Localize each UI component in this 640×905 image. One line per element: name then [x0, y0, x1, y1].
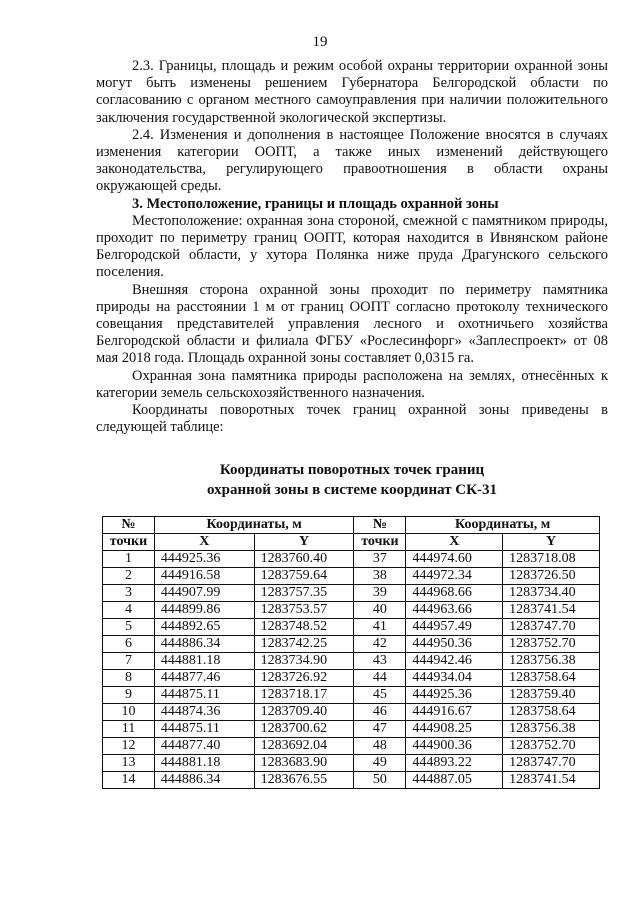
table-row [103, 721, 600, 738]
cell-y-left: 1283748.52 [254, 619, 354, 636]
cell-point-number-right: 44 [354, 670, 406, 687]
cell-x-left: 444907.99 [154, 585, 254, 602]
cell-point-number-right: 50 [354, 772, 406, 789]
cell-x-left: 444875.11 [154, 721, 254, 738]
cell-x-left: 444899.86 [154, 602, 254, 619]
cell-y-left: 1283759.64 [254, 568, 354, 585]
cell-y-right: 1283752.70 [503, 738, 600, 755]
paragraph-outer-boundary: Внешняя сторона охранной зоны проходит по периметру памятника природы на расстоянии 1 м от границ ООПТ согласно протоколу технического совещания представителей управления лесного и охотничьего хозяйства Белгородской области и филиала ФГБУ «Рослесинфорг» «Заплеспроект» от 08 мая 2018 года. Площадь охранной зоны составляет 0,0315 га. [96, 281, 608, 367]
cell-point-number-left: 11 [103, 721, 155, 738]
cell-point-number-right: 39 [354, 585, 406, 602]
cell-point-number-left: 6 [103, 636, 155, 653]
cell-x-left: 444881.18 [154, 755, 254, 772]
header-x-right: X [406, 534, 503, 551]
table-row [103, 755, 600, 772]
cell-y-right: 1283741.54 [503, 772, 600, 789]
cell-y-right: 1283759.40 [503, 687, 600, 704]
cell-x-left: 444892.65 [154, 619, 254, 636]
cell-y-right: 1283747.70 [503, 619, 600, 636]
table-row [103, 551, 600, 568]
table-row [103, 636, 600, 653]
cell-point-number-right: 37 [354, 551, 406, 568]
header-point-right: точки [354, 534, 406, 551]
table-row [103, 602, 600, 619]
paragraph-location: Местоположение: охранная зона стороной, смежной с памятником природы, проходит по периметру границ ООПТ, которая находится в Ивнянском районе Белгородской области, у хутора Полянка ниже пруда Драгунского сельского поселения. [96, 212, 608, 281]
header-coords-right: Координаты, м [406, 517, 600, 534]
table-header-row-2 [103, 534, 600, 551]
cell-x-left: 444877.40 [154, 738, 254, 755]
paragraph-land-category: Охранная зона памятника природы расположена на землях, отнесённых к категории земель сельскохозяйственного назначения. [96, 367, 608, 401]
table-row [103, 738, 600, 755]
table-row [103, 687, 600, 704]
cell-y-left: 1283734.90 [254, 653, 354, 670]
table-row [103, 704, 600, 721]
document-body [96, 58, 608, 789]
cell-x-left: 444886.34 [154, 636, 254, 653]
cell-x-right: 444957.49 [406, 619, 503, 636]
cell-x-right: 444908.25 [406, 721, 503, 738]
cell-x-right: 444968.66 [406, 585, 503, 602]
section-heading: 3. Местоположение, границы и площадь охранной зоны [132, 195, 499, 212]
coordinates-table-body [103, 551, 600, 789]
cell-point-number-right: 45 [354, 687, 406, 704]
header-no-right: № [354, 517, 406, 534]
cell-x-left: 444874.36 [154, 704, 254, 721]
cell-x-right: 444916.67 [406, 704, 503, 721]
cell-y-left: 1283718.17 [254, 687, 354, 704]
table-row [103, 585, 600, 602]
cell-x-left: 444877.46 [154, 670, 254, 687]
cell-y-left: 1283700.62 [254, 721, 354, 738]
cell-point-number-right: 43 [354, 653, 406, 670]
paragraph-table-intro: Координаты поворотных точек границ охранной зоны приведены в следующей таблице: [96, 402, 608, 436]
cell-point-number-right: 41 [354, 619, 406, 636]
cell-x-right: 444893.22 [406, 755, 503, 772]
cell-point-number-left: 8 [103, 670, 155, 687]
cell-point-number-left: 13 [103, 755, 155, 772]
paragraph-2-4: 2.4. Изменения и дополнения в настоящее Положение вносятся в случаях изменения категории ООПТ, а также иных изменений действующего законодательства, регулирующего правоотношения в области охраны окружающей среды. [96, 126, 608, 195]
table-row [103, 670, 600, 687]
cell-x-left: 444925.36 [154, 551, 254, 568]
cell-point-number-right: 42 [354, 636, 406, 653]
coordinates-table [102, 516, 600, 789]
cell-y-left: 1283757.35 [254, 585, 354, 602]
cell-x-right: 444972.34 [406, 568, 503, 585]
cell-y-left: 1283753.57 [254, 602, 354, 619]
table-title-line-2: охранной зоны в системе координат СК-31 [206, 482, 498, 499]
header-coords-left: Координаты, м [154, 517, 354, 534]
header-no-left: № [103, 517, 155, 534]
cell-x-right: 444925.36 [406, 687, 503, 704]
cell-y-right: 1283758.64 [503, 670, 600, 687]
table-header-row-1 [103, 517, 600, 534]
cell-point-number-left: 2 [103, 568, 155, 585]
cell-y-right: 1283734.40 [503, 585, 600, 602]
cell-point-number-left: 14 [103, 772, 155, 789]
table-row [103, 568, 600, 585]
cell-point-number-left: 12 [103, 738, 155, 755]
cell-point-number-left: 7 [103, 653, 155, 670]
cell-y-right: 1283756.38 [503, 721, 600, 738]
cell-y-right: 1283726.50 [503, 568, 600, 585]
cell-x-left: 444916.58 [154, 568, 254, 585]
cell-x-right: 444887.05 [406, 772, 503, 789]
cell-point-number-left: 9 [103, 687, 155, 704]
cell-point-number-right: 48 [354, 738, 406, 755]
cell-point-number-left: 4 [103, 602, 155, 619]
cell-y-right: 1283747.70 [503, 755, 600, 772]
cell-point-number-right: 46 [354, 704, 406, 721]
cell-x-right: 444950.36 [406, 636, 503, 653]
cell-x-right: 444934.04 [406, 670, 503, 687]
cell-x-right: 444963.66 [406, 602, 503, 619]
cell-x-right: 444974.60 [406, 551, 503, 568]
cell-y-right: 1283758.64 [503, 704, 600, 721]
cell-x-left: 444875.11 [154, 687, 254, 704]
cell-point-number-left: 3 [103, 585, 155, 602]
table-title [96, 460, 608, 500]
cell-x-right: 444942.46 [406, 653, 503, 670]
table-row [103, 653, 600, 670]
cell-x-left: 444886.34 [154, 772, 254, 789]
cell-point-number-right: 38 [354, 568, 406, 585]
cell-y-left: 1283760.40 [254, 551, 354, 568]
cell-y-left: 1283709.40 [254, 704, 354, 721]
cell-point-number-left: 1 [103, 551, 155, 568]
table-row [103, 619, 600, 636]
cell-y-right: 1283718.08 [503, 551, 600, 568]
cell-point-number-left: 5 [103, 619, 155, 636]
cell-y-left: 1283692.04 [254, 738, 354, 755]
header-y-right: Y [503, 534, 600, 551]
cell-y-right: 1283756.38 [503, 653, 600, 670]
cell-y-right: 1283752.70 [503, 636, 600, 653]
cell-y-left: 1283676.55 [254, 772, 354, 789]
header-y-left: Y [254, 534, 354, 551]
header-point-left: точки [103, 534, 155, 551]
table-row [103, 772, 600, 789]
cell-y-right: 1283741.54 [503, 602, 600, 619]
table-title-line-1: Координаты поворотных точек границ [219, 462, 485, 479]
header-x-left: X [154, 534, 254, 551]
cell-point-number-left: 10 [103, 704, 155, 721]
paragraph-2-3: 2.3. Границы, площадь и режим особой охраны территории охранной зоны могут быть изменены решением Губернатора Белгородской области по согласованию с органом местного самоуправления при наличии положительного заключения государственной экологической экспертизы. [96, 58, 608, 126]
cell-y-left: 1283683.90 [254, 755, 354, 772]
cell-y-left: 1283742.25 [254, 636, 354, 653]
cell-point-number-right: 47 [354, 721, 406, 738]
cell-point-number-right: 49 [354, 755, 406, 772]
cell-y-left: 1283726.92 [254, 670, 354, 687]
cell-x-right: 444900.36 [406, 738, 503, 755]
cell-x-left: 444881.18 [154, 653, 254, 670]
cell-point-number-right: 40 [354, 602, 406, 619]
page-number: 19 [312, 34, 328, 50]
